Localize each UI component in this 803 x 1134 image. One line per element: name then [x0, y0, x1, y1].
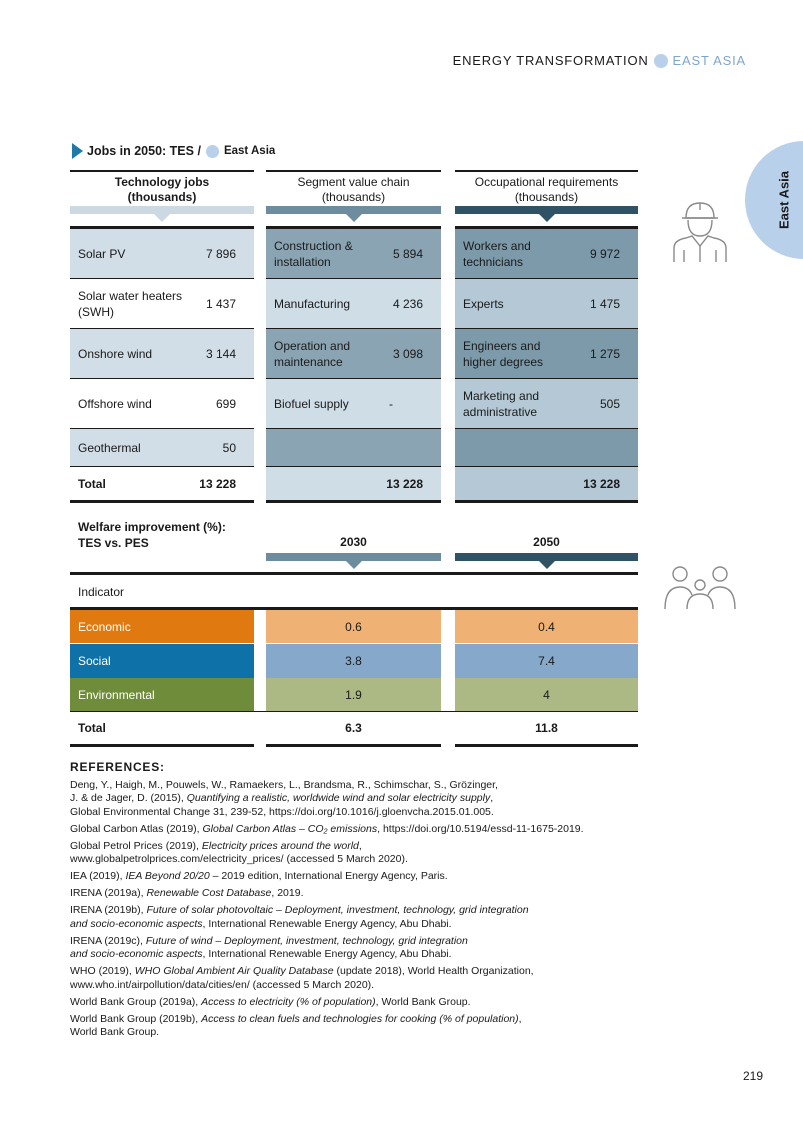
total-value: 13 228	[386, 476, 423, 491]
row-value: 7 896	[205, 246, 236, 261]
divider	[70, 744, 254, 747]
table-row	[266, 279, 441, 329]
row-value: 3 144	[205, 346, 236, 361]
occupational-header-label: Occupational requirements (thousands)	[474, 175, 619, 204]
welfare-title-line2: TES vs. PES	[78, 536, 149, 550]
row-value: 1 275	[589, 346, 620, 361]
table-row	[455, 229, 638, 279]
table-row	[70, 379, 254, 429]
row-value: 505	[599, 396, 620, 411]
environmental-label: Environmental	[70, 678, 254, 712]
occupational-requirements-header	[455, 170, 638, 214]
header-region: EAST ASIA	[672, 53, 746, 68]
reference-item: World Bank Group (2019b), Access to clean fuels and technologies for cooking (% of population), World Bank Group.	[70, 1012, 522, 1038]
row-label: Solar water heaters (SWH)	[78, 288, 183, 319]
indicator-header: Indicator	[78, 585, 125, 599]
row-label: Biofuel supply	[274, 396, 349, 411]
year-2050-bar	[455, 553, 638, 561]
table-row	[266, 329, 441, 379]
reference-item: Deng, Y., Haigh, M., Pouwels, W., Ramaekers, L., Brandsma, R., Schimschar, S., Grözinger, J. & de Jager, D. (2015), Quantifying a realistic, worldwide wind and solar electricity supply, Global Environmental Change 31, 239-52, https://doi.org/10.1016/j.gloenvcha.2015.01.005.	[70, 778, 498, 818]
section-arrow-icon	[72, 143, 83, 159]
technology-jobs-header	[70, 170, 254, 214]
row-label: Experts	[463, 296, 504, 311]
segment-header-bar	[266, 206, 441, 214]
reference-item: IRENA (2019a), Renewable Cost Database, 2019.	[70, 887, 304, 899]
environmental-2050: 4	[455, 678, 638, 712]
divider	[266, 744, 441, 747]
social-label: Social	[70, 644, 254, 678]
year-label: 2030	[340, 535, 367, 549]
page-number: 219	[742, 1069, 763, 1083]
table-row	[70, 429, 254, 467]
jobs-title: Jobs in 2050: TES /	[87, 144, 201, 158]
row-label: Engineers and higher degrees	[463, 338, 544, 369]
row-label: Operation and maintenance	[274, 338, 351, 369]
social-2050: 7.4	[455, 644, 638, 678]
row-label: Onshore wind	[78, 346, 153, 361]
table-row	[455, 279, 638, 329]
social-2030: 3.8	[266, 644, 441, 678]
year-2030-bar	[266, 553, 441, 561]
economic-2050: 0.4	[455, 610, 638, 644]
side-tab	[745, 141, 803, 259]
row-value: 5 894	[392, 246, 423, 261]
year-label: 2050	[533, 535, 560, 549]
jobs-section-title	[72, 143, 275, 159]
region-dot-icon	[206, 145, 219, 158]
divider	[70, 572, 638, 575]
side-tab-label-box	[776, 168, 792, 232]
welfare-title-line1: Welfare improvement (%):	[78, 520, 226, 534]
occupational-header-bar	[455, 206, 638, 214]
jobs-region: East Asia	[223, 145, 276, 157]
empty-row	[455, 429, 638, 467]
row-value: 50	[222, 440, 236, 455]
total-row	[70, 467, 254, 503]
empty-row	[266, 429, 441, 467]
divider	[455, 744, 638, 747]
environmental-2030: 1.9	[266, 678, 441, 712]
row-value: -	[389, 396, 393, 411]
year-2030-header	[266, 535, 441, 561]
reference-item: World Bank Group (2019a), Access to electricity (% of population), World Bank Group.	[70, 995, 471, 1008]
people-group-icon	[663, 565, 737, 611]
page-header	[453, 53, 746, 68]
row-separator	[70, 643, 638, 644]
worker-icon	[670, 198, 730, 264]
table-row	[455, 329, 638, 379]
welfare-title	[78, 519, 226, 551]
reference-item: Global Carbon Atlas (2019), Global Carbon Atlas – CO₂ emissions, https://doi.org/10.5194/essd-11-1675-2019.	[70, 822, 584, 835]
technology-jobs-table	[70, 226, 254, 501]
total-value: 13 228	[583, 476, 620, 491]
row-value: 699	[215, 396, 236, 411]
welfare-total-2050: 11.8	[535, 721, 558, 735]
row-label: Construction & installation	[274, 238, 353, 269]
row-label: Geothermal	[78, 440, 141, 455]
occupational-requirements-table	[455, 226, 638, 501]
welfare-total-label: Total	[78, 721, 106, 735]
row-value: 1 475	[589, 296, 620, 311]
row-label: Workers and technicians	[463, 238, 531, 269]
welfare-total-2030: 6.3	[345, 721, 362, 735]
reference-item: WHO (2019), WHO Global Ambient Air Quality Database (update 2018), World Health Organization, www.who.int/airpollution/data/cities/en/ (accessed 5 March 2020).	[70, 965, 534, 991]
table-row	[70, 329, 254, 379]
row-value: 1 437	[205, 296, 236, 311]
row-value: 9 972	[589, 246, 620, 261]
year-2050-header	[455, 535, 638, 561]
region-dot-icon	[654, 54, 668, 68]
header-title: ENERGY TRANSFORMATION	[452, 53, 649, 68]
row-label: Offshore wind	[78, 396, 152, 411]
segment-value-chain-table	[266, 226, 441, 501]
table-row	[266, 379, 441, 429]
economic-2030: 0.6	[266, 610, 441, 644]
technology-header-bar	[70, 206, 254, 214]
total-row	[266, 467, 441, 503]
side-tab-label: East Asia	[776, 170, 792, 230]
table-row	[70, 229, 254, 279]
economic-label: Economic	[70, 610, 254, 644]
references	[70, 761, 670, 1043]
reference-item: IRENA (2019c), Future of wind – Deployment, investment, technology, grid integration and socio-economic aspects, International Renewable Energy Agency, Abu Dhabi.	[70, 934, 468, 960]
segment-header-label: Segment value chain (thousands)	[297, 175, 410, 204]
reference-item: IRENA (2019b), Future of solar photovoltaic – Deployment, investment, technology, grid integration and socio-economic aspects, International Renewable Energy Agency, Abu Dhabi.	[70, 904, 529, 930]
total-value: 13 228	[199, 476, 236, 491]
total-label: Total	[78, 476, 106, 491]
table-row	[266, 229, 441, 279]
references-heading: REFERENCES:	[70, 760, 165, 774]
table-row	[455, 379, 638, 429]
reference-item: IEA (2019), IEA Beyond 20/20 – 2019 edition, International Energy Agency, Paris.	[70, 870, 448, 882]
row-value: 4 236	[392, 296, 423, 311]
segment-value-chain-header	[266, 170, 441, 214]
row-value: 3 098	[392, 346, 423, 361]
row-label: Marketing and administrative	[463, 388, 540, 419]
reference-item: Global Petrol Prices (2019), Electricity prices around the world, www.globalpetrolprices.com/electricity_prices/ (accessed 5 March 2020).	[70, 839, 408, 865]
total-row	[455, 467, 638, 503]
technology-jobs-header-label: Technology jobs (thousands)	[114, 175, 210, 204]
table-row	[70, 279, 254, 329]
row-label: Solar PV	[78, 246, 126, 261]
row-label: Manufacturing	[274, 296, 351, 311]
